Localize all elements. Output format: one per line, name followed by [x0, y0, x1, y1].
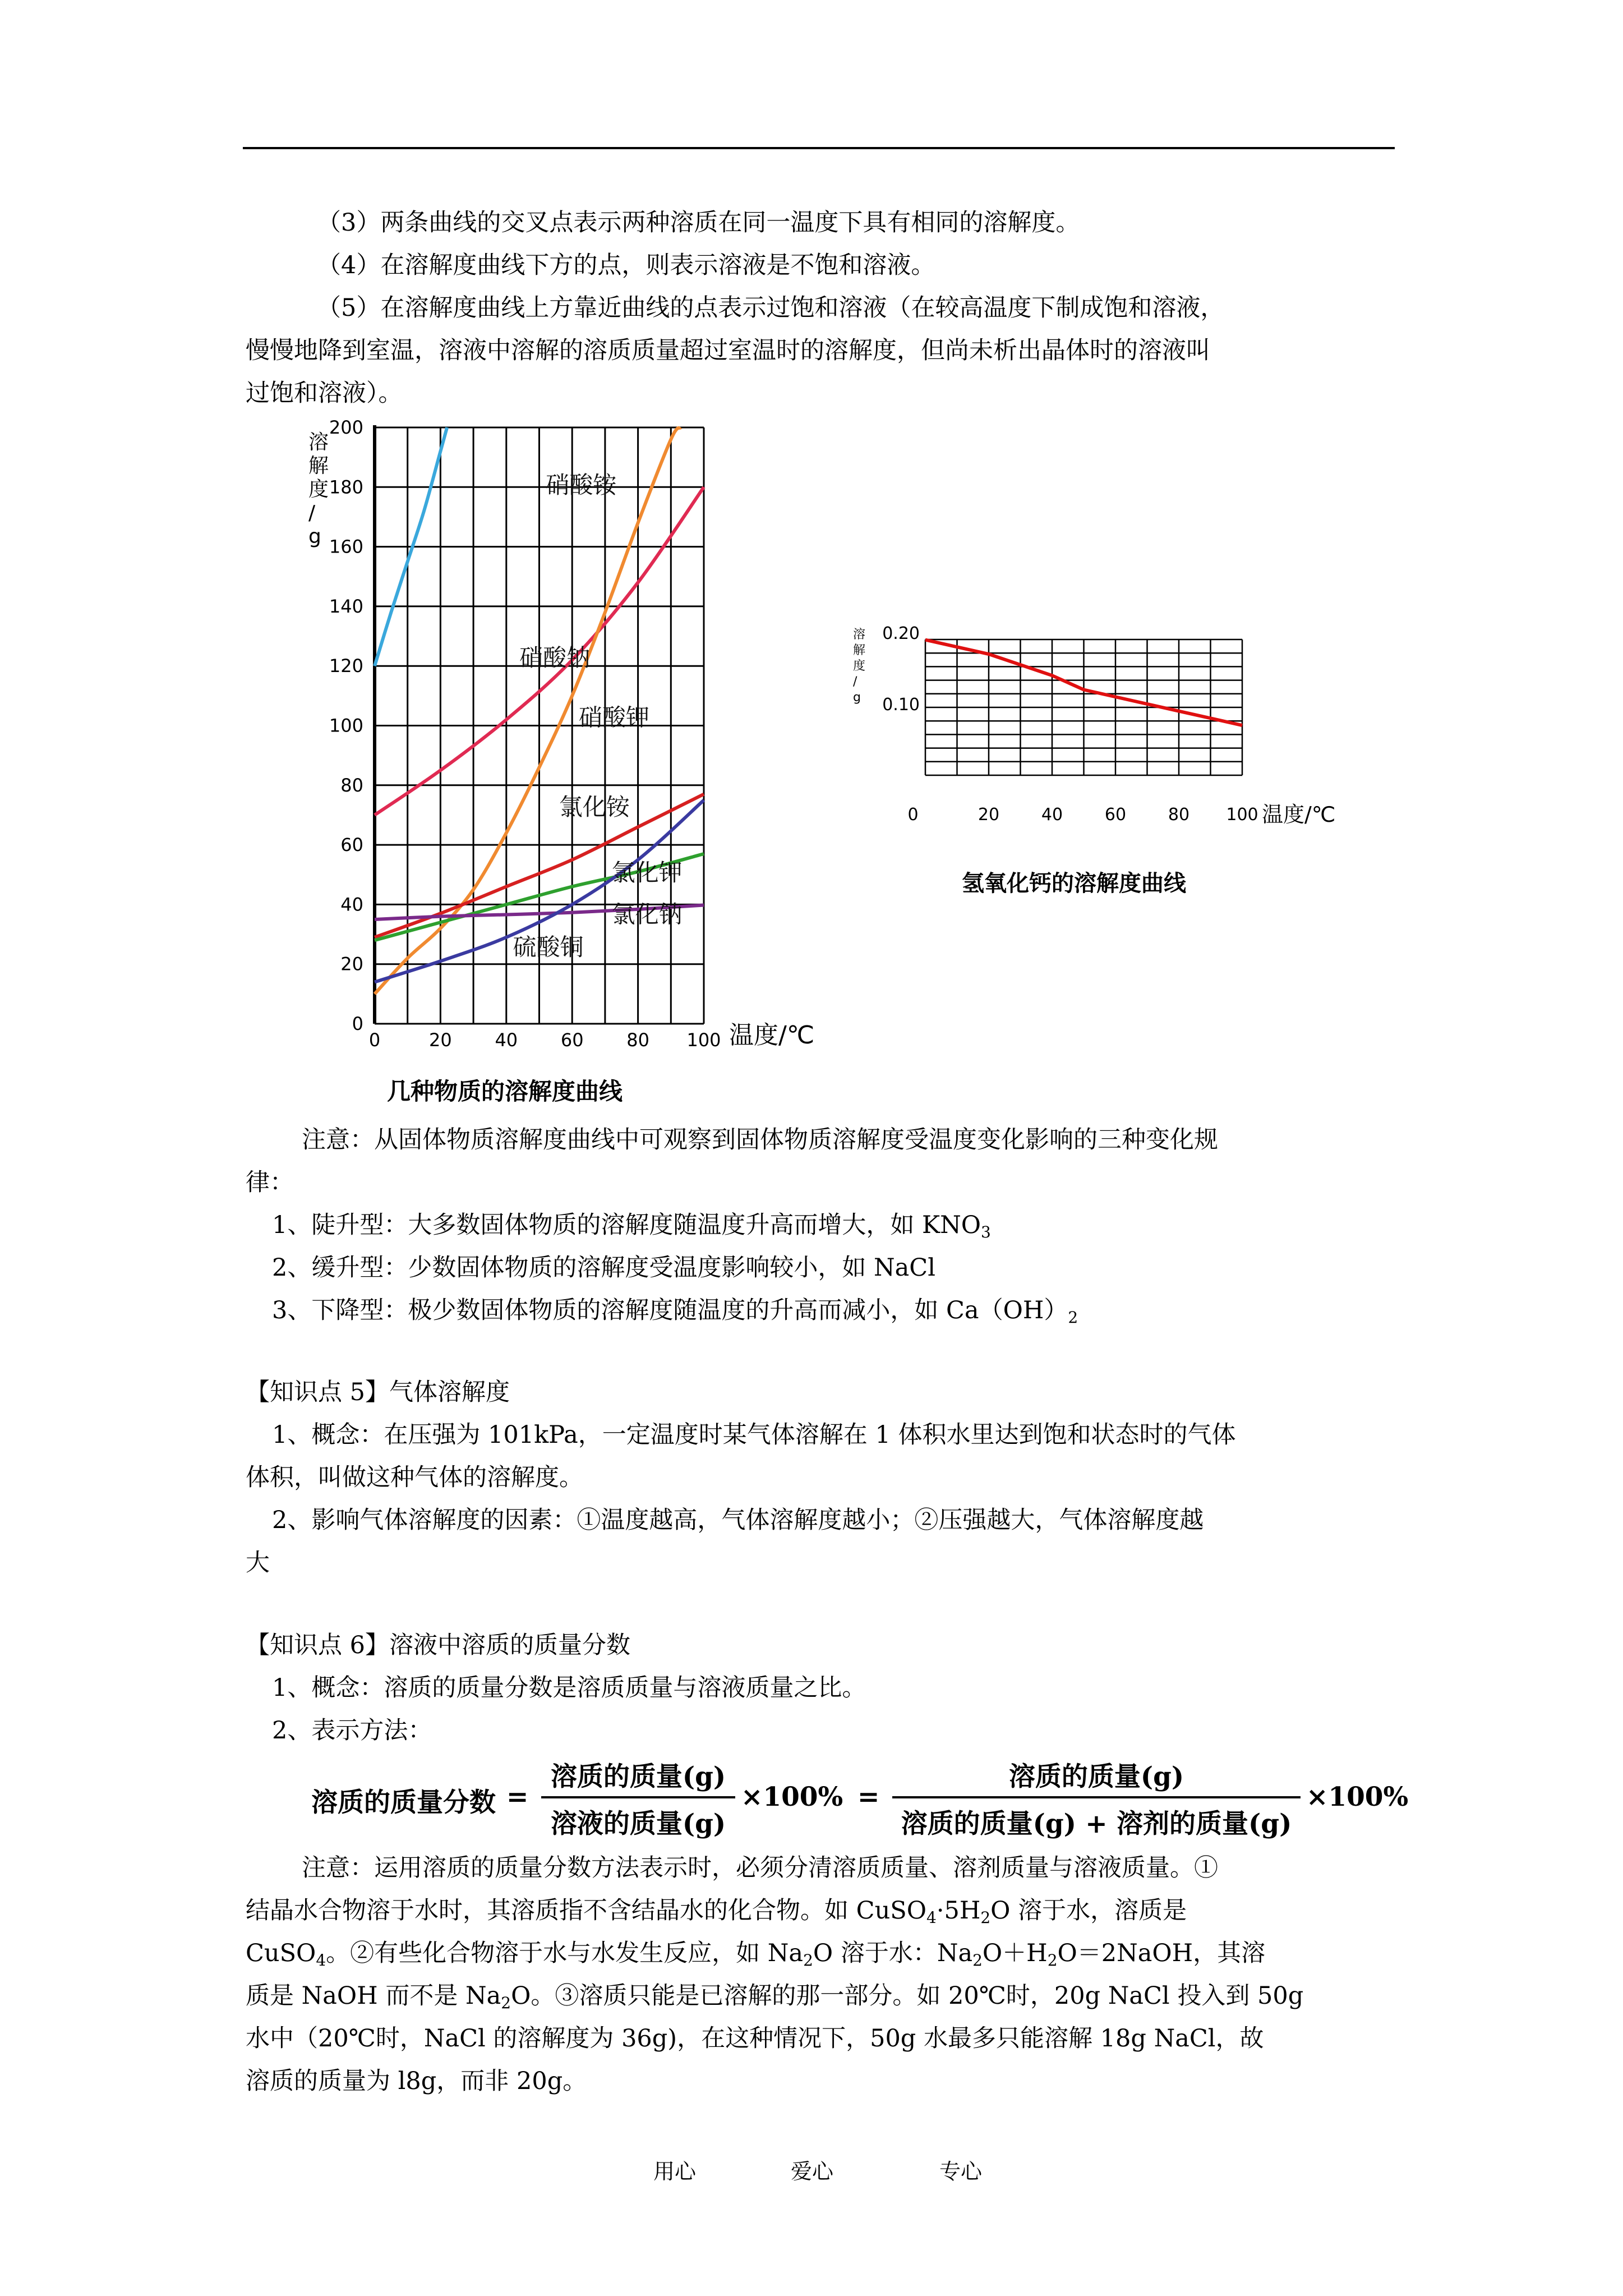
- paragraph-3: （3）两条曲线的交叉点表示两种溶质在同一温度下具有相同的溶解度。: [317, 209, 1080, 237]
- curve-label-硝酸钾: 硝酸钾: [578, 703, 649, 731]
- y-tick-label: 60: [340, 834, 363, 856]
- solubility-chart-multi: [292, 415, 830, 1128]
- k6-heading: 【知识点 6】溶液中溶质的质量分数: [246, 1631, 631, 1659]
- x-tick-label: 20: [978, 805, 1000, 825]
- formula-equals-2: =: [857, 1782, 880, 1812]
- rule-1: 1、陡升型：大多数固体物质的溶解度随温度升高而增大，如 $KNO_3$: [272, 1211, 991, 1241]
- paragraph-5-line2: 慢慢地降到室温，溶液中溶解的溶质质量超过室温时的溶解度，但尚未析出晶体时的溶液叫: [246, 337, 1210, 365]
- k6-note-line5: 水中（20℃时，NaCl 的溶解度为 36g)，在这种情况下，50g 水最多只能溶解 18g NaCl，故: [246, 2024, 1264, 2053]
- curve-label-氯化钾: 氯化钾: [611, 858, 683, 886]
- x-tick-label: 60: [560, 1029, 584, 1051]
- x-tick-label: 40: [1041, 805, 1063, 825]
- y-axis-label: 溶解度/ g: [308, 431, 329, 548]
- y-tick-label: 180: [329, 476, 363, 498]
- k6-note-line3: CuSO$_4$。②有些化合物溶于水与水发生反应，如 $Na_2O$ 溶于水：$Na_2O+H_2O=2NaOH$，其溶: [246, 1939, 1266, 1970]
- y-tick-label: 200: [329, 417, 363, 438]
- k6-note-line1: 注意：运用溶质的质量分数方法表示时，必须分清溶质质量、溶剂质量与溶液质量。①: [302, 1854, 1218, 1882]
- rule-2: 2、缓升型：少数固体物质的溶解度受温度影响较小，如 NaCl: [272, 1254, 935, 1282]
- x-tick-label: 80: [1168, 805, 1190, 825]
- footer-left: 用心: [653, 2159, 697, 2184]
- solubility-chart-calcium-hydroxide: [850, 623, 1354, 914]
- k5-concept-line2: 体积，叫做这种气体的溶解度。: [246, 1464, 583, 1492]
- y-tick-label: 20: [340, 953, 363, 975]
- y-tick-label: 80: [340, 774, 363, 796]
- formula-denominator-1: 溶液的质量(g): [550, 1809, 726, 1839]
- chart-title: 几种物质的溶解度曲线: [387, 1078, 623, 1105]
- y-axis-label-char: g: [853, 691, 861, 705]
- y-axis-label-char: 解: [853, 643, 866, 657]
- curve-label-氯化钠: 氯化钠: [611, 900, 683, 928]
- formula-denominator-2: 溶质的质量(g) + 溶剂的质量(g): [901, 1809, 1292, 1839]
- k6-concept: 1、概念：溶质的质量分数是溶质质量与溶液质量之比。: [272, 1674, 866, 1702]
- y-tick-label: 0: [352, 1013, 363, 1034]
- fraction-bar-1: [541, 1796, 735, 1798]
- chart-title: 氢氧化钙的溶解度曲线: [962, 871, 1186, 896]
- header-rule: [243, 147, 1395, 149]
- y-tick-label: 0.20: [882, 623, 920, 643]
- curve-label-硫酸铜: 硫酸铜: [513, 933, 584, 961]
- curve-label-硝酸铵: 硝酸铵: [546, 471, 617, 499]
- k5-heading: 【知识点 5】气体溶解度: [246, 1378, 510, 1406]
- x-tick-label: 20: [429, 1029, 452, 1051]
- formula-equals-1: =: [506, 1782, 529, 1812]
- y-tick-label: 140: [329, 595, 363, 617]
- k6-note-line2: 结晶水合物溶于水时，其溶质指不含结晶水的化合物。如 $CuSO_4\cdot 5H_2O$ 溶于水，溶质是: [246, 1897, 1187, 1927]
- formula-times-1: ×100%: [741, 1782, 843, 1812]
- y-axis-label-char: /: [853, 675, 857, 689]
- y-tick-label: 160: [329, 536, 363, 558]
- x-tick-label: 80: [626, 1029, 649, 1051]
- k6-method: 2、表示方法：: [272, 1717, 432, 1745]
- y-tick-label: 0.10: [882, 694, 920, 715]
- x-tick-label: 100: [686, 1029, 721, 1051]
- fraction-bar-2: [892, 1796, 1301, 1798]
- y-axis-label-char: 溶: [853, 628, 866, 642]
- paragraph-4: （4）在溶解度曲线下方的点，则表示溶液是不饱和溶液。: [317, 251, 935, 279]
- k5-concept-line1: 1、概念：在压强为 101kPa，一定温度时某气体溶解在 1 体积水里达到饱和状态时的气体: [272, 1421, 1236, 1449]
- x-tick-label: 100: [1226, 805, 1258, 825]
- k5-factors-line2: 大: [246, 1549, 270, 1577]
- curve-label-硝酸钠: 硝酸钠: [519, 644, 591, 672]
- rule-3: 3、下降型：极少数固体物质的溶解度随温度的升高而减小，如 $Ca(OH)_2$: [272, 1296, 1078, 1327]
- y-tick-label: 120: [329, 655, 363, 677]
- y-tick-label: 40: [340, 894, 363, 915]
- formula-numerator-2: 溶质的质量(g): [1008, 1761, 1184, 1792]
- formula-lhs: 溶质的质量分数: [311, 1787, 496, 1818]
- x-tick-label: 40: [495, 1029, 518, 1051]
- curve-label-氯化铵: 氯化铵: [559, 793, 630, 821]
- note-intro-line2: 律：: [246, 1168, 294, 1197]
- footer-middle: 爱心: [791, 2159, 834, 2184]
- formula-numerator-1: 溶质的质量(g): [550, 1761, 726, 1792]
- paragraph-5-line1: （5）在溶解度曲线上方靠近曲线的点表示过饱和溶液（在较高温度下制成饱和溶液，: [317, 294, 1225, 322]
- x-tick-label: 0: [368, 1029, 381, 1051]
- k6-note-line4: 质是 NaOH 而不是 $Na_2O$。③溶质只能是已溶解的那一部分。如 20℃时，20g NaCl 投入到 50g: [246, 1982, 1304, 2012]
- x-tick-label: 60: [1104, 805, 1127, 825]
- x-axis-label: 温度/℃: [729, 1021, 815, 1050]
- y-axis-label-char: 度: [853, 659, 866, 673]
- k6-note-line6: 溶质的质量为 l8g，而非 20g。: [246, 2067, 587, 2095]
- x-axis-label: 温度/℃: [1262, 802, 1336, 827]
- k5-factors-line1: 2、影响气体溶解度的因素：①温度越高，气体溶解度越小；②压强越大，气体溶解度越: [272, 1506, 1204, 1534]
- formula-times-2: ×100%: [1306, 1782, 1409, 1812]
- mass-fraction-formula: [311, 1756, 1409, 1846]
- footer-right: 专心: [939, 2159, 983, 2184]
- y-tick-label: 100: [329, 715, 363, 737]
- x-tick-label: 0: [907, 805, 919, 825]
- paragraph-5-line3: 过饱和溶液）。: [246, 379, 403, 407]
- note-intro-line1: 注意：从固体物质溶解度曲线中可观察到固体物质溶解度受温度变化影响的三种变化规: [302, 1126, 1218, 1154]
